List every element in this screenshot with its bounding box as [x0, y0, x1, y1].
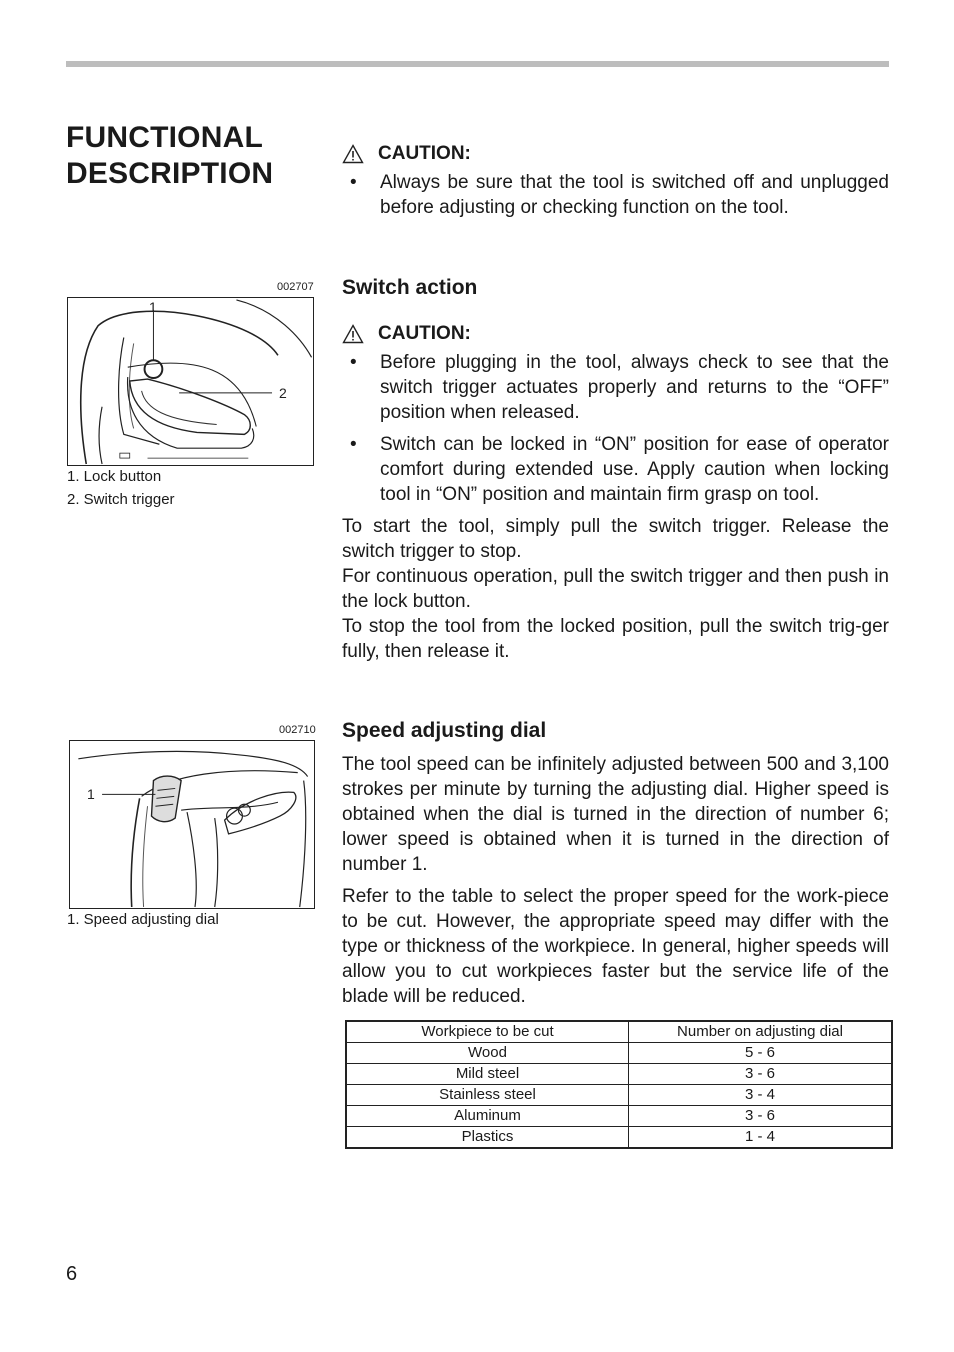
caution-heading: CAUTION: [342, 321, 889, 346]
warning-triangle-icon [342, 144, 364, 164]
body-paragraph: To stop the tool from the locked position, pull the switch trig-ger fully, then release it. [342, 616, 889, 662]
table-cell: 1 - 4 [629, 1127, 893, 1149]
table-cell: Plastics [346, 1127, 629, 1149]
caution-item: • Always be sure that the tool is switched off and unplugged before adjusting or checking function on the tool. [350, 172, 889, 218]
speed-dial-illustration [70, 741, 314, 908]
caution-general [342, 141, 889, 220]
table-cell: Stainless steel [346, 1085, 629, 1106]
table-cell: 3 - 6 [629, 1106, 893, 1127]
table-cell: 5 - 6 [629, 1043, 893, 1064]
legend-item: 2. Switch trigger [67, 491, 175, 508]
caution-item: • Before plugging in the tool, always check to see that the switch trigger actuates properly and returns to the “OFF” position when released. [350, 352, 889, 423]
table-header: Number on adjusting dial [629, 1021, 893, 1043]
body-paragraph: The tool speed can be infinitely adjusted between 500 and 3,100 strokes per minute by turning the adjusting dial. Higher speed is obtained when the dial is turned in the direction of number 6; lower speed is obtained when it is turned in the direction of number 1. [342, 754, 889, 875]
callout-number: 1 [87, 786, 95, 802]
table-cell: Wood [346, 1043, 629, 1064]
speed-dial-heading: Speed adjusting dial [342, 719, 547, 742]
legend-item: 1. Lock button [67, 468, 162, 485]
callout-number: 1 [149, 299, 157, 315]
body-paragraph: Refer to the table to select the proper speed for the work-piece to be cut. However, the appropriate speed may differ with the type or thickness of the workpiece. In general, higher speeds will allow you to cut workpieces faster but the service life of the blade will be reduced. [342, 886, 889, 1007]
speed-dial-figure [69, 740, 315, 909]
table-row [346, 1127, 892, 1149]
figure-code: 002710 [279, 724, 316, 736]
figure-code: 002707 [277, 281, 314, 293]
body-paragraph: To start the tool, simply pull the switch trigger. Release the switch trigger to stop. [342, 516, 889, 562]
table-cell: Aluminum [346, 1106, 629, 1127]
table-header: Workpiece to be cut [346, 1021, 629, 1043]
speed-table [345, 1020, 893, 1149]
switch-action-section [342, 275, 889, 664]
callout-number: 2 [279, 385, 287, 401]
table-cell: 3 - 4 [629, 1085, 893, 1106]
page-title: FUNCTIONAL DESCRIPTION [66, 121, 274, 190]
page-number: 6 [66, 1263, 78, 1285]
table-row [346, 1043, 892, 1064]
switch-figure [67, 297, 314, 466]
speed-dial-section [342, 718, 889, 1009]
table-row [346, 1064, 892, 1085]
caution-heading: CAUTION: [342, 141, 889, 166]
body-paragraph: For continuous operation, pull the switch trigger and then push in the lock button. [342, 566, 889, 612]
legend-item: 1. Speed adjusting dial [67, 911, 219, 928]
figure-legend [67, 465, 175, 511]
table-header-row [346, 1021, 892, 1043]
table-row [346, 1085, 892, 1106]
switch-action-heading: Switch action [342, 276, 478, 299]
caution-item: • Switch can be locked in “ON” position for ease of operator comfort during extended use. Apply caution when locking tool in “ON” position and maintain firm grasp on tool. [350, 434, 889, 505]
figure-legend [67, 908, 219, 931]
table-row [346, 1106, 892, 1127]
table-cell: Mild steel [346, 1064, 629, 1085]
warning-triangle-icon [342, 324, 364, 344]
table-cell: 3 - 6 [629, 1064, 893, 1085]
top-rule [66, 61, 889, 67]
tool-switch-illustration [68, 298, 313, 465]
